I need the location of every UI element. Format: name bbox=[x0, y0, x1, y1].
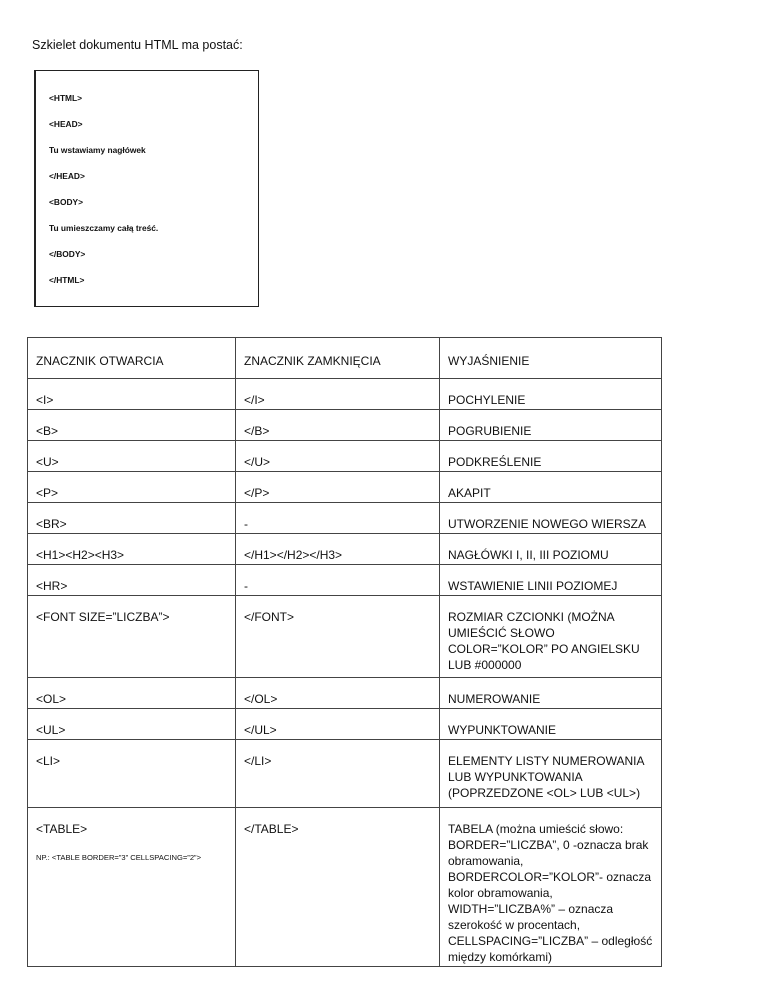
opening-tag-cell: <B> bbox=[28, 410, 236, 441]
table-row bbox=[28, 740, 662, 808]
skeleton-line: <HEAD> bbox=[49, 119, 83, 129]
skeleton-line: </HEAD> bbox=[49, 171, 85, 181]
opening-tag-cell: <TABLE> NP.: <TABLE BORDER=”3” CELLSPACING=”2”> bbox=[28, 808, 236, 967]
html-skeleton-box bbox=[34, 70, 259, 307]
opening-tag-cell: <U> bbox=[28, 441, 236, 472]
explanation-cell: PODKREŚLENIE bbox=[440, 441, 662, 472]
explanation-cell: POCHYLENIE bbox=[440, 379, 662, 410]
skeleton-line: <BODY> bbox=[49, 197, 83, 207]
table-example-note: NP.: <TABLE BORDER=”3” CELLSPACING=”2”> bbox=[36, 853, 202, 862]
skeleton-line: Tu wstawiamy nagłówek bbox=[49, 145, 146, 155]
opening-tag-cell: <I> bbox=[28, 379, 236, 410]
closing-tag-cell: </P> bbox=[236, 472, 440, 503]
closing-tag-cell: </TABLE> bbox=[236, 808, 440, 967]
closing-tag-cell: - bbox=[236, 565, 440, 596]
table-row bbox=[28, 472, 662, 503]
skeleton-line: </HTML> bbox=[49, 275, 85, 285]
table-row bbox=[28, 565, 662, 596]
header-cell-explanation: WYJAŚNIENIE bbox=[440, 338, 662, 379]
explanation-cell: WYPUNKTOWANIE bbox=[440, 709, 662, 740]
opening-tag-cell: <P> bbox=[28, 472, 236, 503]
skeleton-line: </BODY> bbox=[49, 249, 86, 259]
closing-tag-cell: </OL> bbox=[236, 678, 440, 709]
table-row bbox=[28, 503, 662, 534]
explanation-cell: ELEMENTY LISTY NUMEROWANIA LUB WYPUNKTOWANIA (POPRZEDZONE <OL> LUB <UL>) bbox=[440, 740, 662, 808]
explanation-cell: NUMEROWANIE bbox=[440, 678, 662, 709]
table-header-row bbox=[28, 338, 662, 379]
explanation-cell: POGRUBIENIE bbox=[440, 410, 662, 441]
opening-tag-cell: <BR> bbox=[28, 503, 236, 534]
table-row bbox=[28, 596, 662, 678]
explanation-cell: WSTAWIENIE LINII POZIOMEJ bbox=[440, 565, 662, 596]
closing-tag-cell: </B> bbox=[236, 410, 440, 441]
closing-tag-cell: </H1></H2></H3> bbox=[236, 534, 440, 565]
closing-tag-cell: </UL> bbox=[236, 709, 440, 740]
document-intro: Szkielet dokumentu HTML ma postać: bbox=[32, 38, 243, 52]
closing-tag-cell: </LI> bbox=[236, 740, 440, 808]
table-row bbox=[28, 808, 662, 967]
skeleton-line: Tu umieszczamy całą treść. bbox=[49, 223, 159, 233]
explanation-cell: TABELA (można umieścić słowo: BORDER=”LICZBA”, 0 -oznacza brak obramowania, BORDERCOLOR=”KOLOR”- oznacza kolor obramowania, WIDTH=”LICZBA%” – oznacza szerokość w procentach, CELLSPACING=”LICZBA” – odległość między komórkami) bbox=[440, 808, 662, 967]
opening-tag-cell: <FONT SIZE=”LICZBA”> bbox=[28, 596, 236, 678]
table-row bbox=[28, 709, 662, 740]
closing-tag-cell: </I> bbox=[236, 379, 440, 410]
header-cell-closing: ZNACZNIK ZAMKNIĘCIA bbox=[236, 338, 440, 379]
closing-tag-cell: </U> bbox=[236, 441, 440, 472]
html-tags-table bbox=[27, 337, 662, 967]
explanation-cell: AKAPIT bbox=[440, 472, 662, 503]
closing-tag-cell: </FONT> bbox=[236, 596, 440, 678]
explanation-cell: ROZMIAR CZCIONKI (MOŻNA UMIEŚCIĆ SŁOWO COLOR=”KOLOR” PO ANGIELSKU LUB #000000 bbox=[440, 596, 662, 678]
explanation-cell: NAGŁÓWKI I, II, III POZIOMU bbox=[440, 534, 662, 565]
table-row bbox=[28, 379, 662, 410]
table-row bbox=[28, 441, 662, 472]
opening-tag-cell: <H1><H2><H3> bbox=[28, 534, 236, 565]
table-row bbox=[28, 678, 662, 709]
opening-tag-cell: <UL> bbox=[28, 709, 236, 740]
opening-tag-cell: <HR> bbox=[28, 565, 236, 596]
closing-tag-cell: - bbox=[236, 503, 440, 534]
opening-tag-cell: <OL> bbox=[28, 678, 236, 709]
table-row bbox=[28, 410, 662, 441]
table-row bbox=[28, 534, 662, 565]
header-cell-opening: ZNACZNIK OTWARCIA bbox=[28, 338, 236, 379]
skeleton-line: <HTML> bbox=[49, 93, 83, 103]
explanation-cell: UTWORZENIE NOWEGO WIERSZA bbox=[440, 503, 662, 534]
opening-tag-cell: <LI> bbox=[28, 740, 236, 808]
